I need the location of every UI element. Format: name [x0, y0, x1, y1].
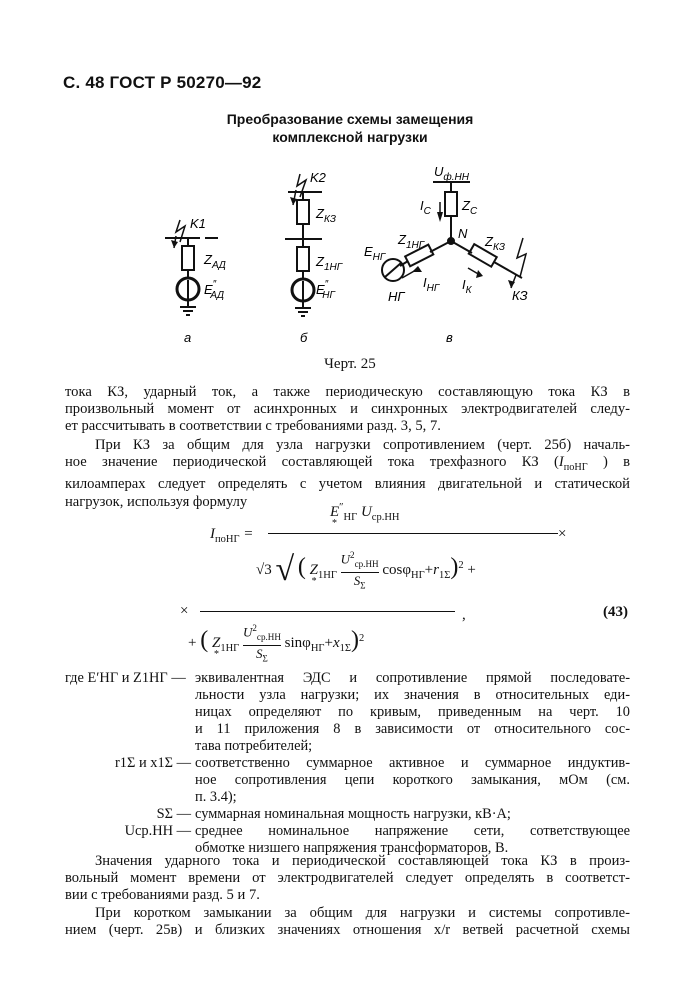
label-i-k: $I_К$ — [462, 277, 472, 296]
label-z-1ng-c: $Z_{1НГ}$ — [398, 232, 425, 251]
circuit-diagram-figure — [140, 160, 550, 350]
label-fault-k3: КЗ — [512, 288, 528, 303]
paragraph-1 — [65, 384, 630, 436]
panel-c-label: в — [446, 330, 453, 345]
label-e-ng-c: $E_{НГ}$ — [364, 244, 386, 263]
formula-lhs: $I_{поНГ}$ = — [210, 526, 254, 545]
label-z-k3: $Z_{КЗ}$ — [316, 206, 336, 225]
label-z-k3-c: $Z_{КЗ}$ — [485, 234, 505, 253]
text-line: килоамперах следует определять с учетом влияния двигательной и статической — [65, 476, 630, 493]
panel-a-label: а — [184, 330, 192, 345]
label-ng: НГ — [388, 289, 405, 304]
formula-numerator: E $*''_{НГ}$ $U_{ср.НН}$ — [330, 502, 400, 523]
label-e-ng: E″ НГ — [316, 279, 335, 301]
fraction-bar — [200, 611, 455, 612]
label-i-ng: $I_{НГ}$ — [423, 275, 440, 294]
definition-term: Uср.НН — — [124, 823, 191, 839]
text-line: При КЗ за общим для узла нагрузки сопротивлением (черт. 25б) началь- — [95, 437, 630, 453]
formula-times: × — [558, 526, 567, 542]
label-u-phase: $U_{ф.НН}$ — [434, 164, 469, 183]
label-k2: K2 — [310, 170, 326, 185]
text-line: тока КЗ, ударный ток, а также периодическую составляющую тока КЗ в — [65, 384, 630, 400]
definition-term: SΣ — — [156, 806, 191, 822]
formula-denominator: √3 √ ( Z $*_{1НГ}$ $U^2_{ср.НН}$ $S_\Sigma$ $\cos\varphi_{НГ}+r_{1\Sigma})^2$ + — [256, 545, 476, 593]
definition-item: где E′НГ и Z1НГ — эквивалентная ЭДС и сопротивление прямой последовате- — [65, 670, 630, 686]
label-e-ad: E″ АД — [204, 279, 225, 301]
paragraph-4: При коротком замыкании за общим для нагрузки и системы сопротивле- нием (черт. 25в) и близких значениях отношения x/r ветвей расчетной схемы — [65, 905, 630, 939]
definition-item: Uср.НН — среднее номинальное напряжение сети, сответствующее обмотке низшего напряжения трансформаторов, В. — [65, 823, 630, 857]
label-z-c: $Z_С$ — [462, 198, 478, 217]
label-k1: K1 — [190, 216, 206, 231]
label-z-1ng: $Z_{1НГ}$ — [316, 254, 343, 273]
label-i-c: $I_С$ — [420, 198, 431, 217]
panel-b-label: б — [300, 330, 308, 345]
equation-number: (43) — [603, 604, 628, 620]
definition-item: SΣ — суммарная номинальная мощность нагрузки, кВ·А; — [65, 806, 630, 823]
definitions-list: где E′НГ и Z1НГ — эквивалентная ЭДС и сопротивление прямой последовате- льности узла нагрузки; их значения в относительных еди- ницах определяют по кривым, приведенным на черт. 10 и 11 приложения 8 в зависимости от относительного сос- тава потребителей; r1Σ и x1Σ — соответственно суммарное активное и суммарное индуктив- ное сопротивления цепи короткого замыкания, мОм (см. п. 3.4); SΣ — суммарная номинальная мощность нагрузки, кВ·А; Uср.НН — среднее номинальное напряжение сети, сответствующее обмотке низшего напряжения трансформаторов, В. — [65, 670, 630, 856]
label-node-n: N — [458, 226, 468, 241]
section-title-line2: комплексной нагрузки — [272, 129, 428, 145]
text-line: ное значение периодической составляющей тока трехфазного КЗ ($I_{поНГ}$ ) в — [65, 454, 630, 474]
definition-item: r1Σ и x1Σ — соответственно суммарное активное и суммарное индуктив- ное сопротивления цепи короткого замыкания, мОм (см. п. 3.4); — [65, 755, 630, 806]
formula-43-continuation: × , + ( Z $*_{1НГ}$ $U^2_{ср.НН}$ $S_\Sigma$ $\sin\varphi_{НГ}+x_{1\Sigma})^2$ — [180, 603, 440, 665]
section-title-line1: Преобразование схемы замещения — [226, 111, 474, 127]
text-line: нагрузок, используя формулу — [65, 493, 248, 510]
figure-caption: Черт. 25 — [324, 356, 376, 372]
text-line: произвольный момент от асинхронных и синхронных электродвигателей следу- — [65, 401, 630, 418]
text-line: ет рассчитывать в соответствии с требованиями разд. 3, 5, 7. — [65, 418, 441, 435]
label-z-ad: $Z_{АД}$ — [204, 252, 226, 271]
fraction-bar — [268, 533, 558, 534]
paragraph-3: Значения ударного тока и периодической составляющей тока КЗ в произ- вольный момент времени от электродвигателей следует определять в соответст- вии с требованиями разд. 5 и 7. — [65, 853, 630, 904]
formula-43 — [210, 500, 590, 600]
definition-term: r1Σ и x1Σ — — [114, 755, 191, 771]
page-header: С. 48 ГОСТ Р 50270—92 — [63, 73, 262, 92]
definition-term: где E′НГ и Z1НГ — — [65, 670, 186, 686]
